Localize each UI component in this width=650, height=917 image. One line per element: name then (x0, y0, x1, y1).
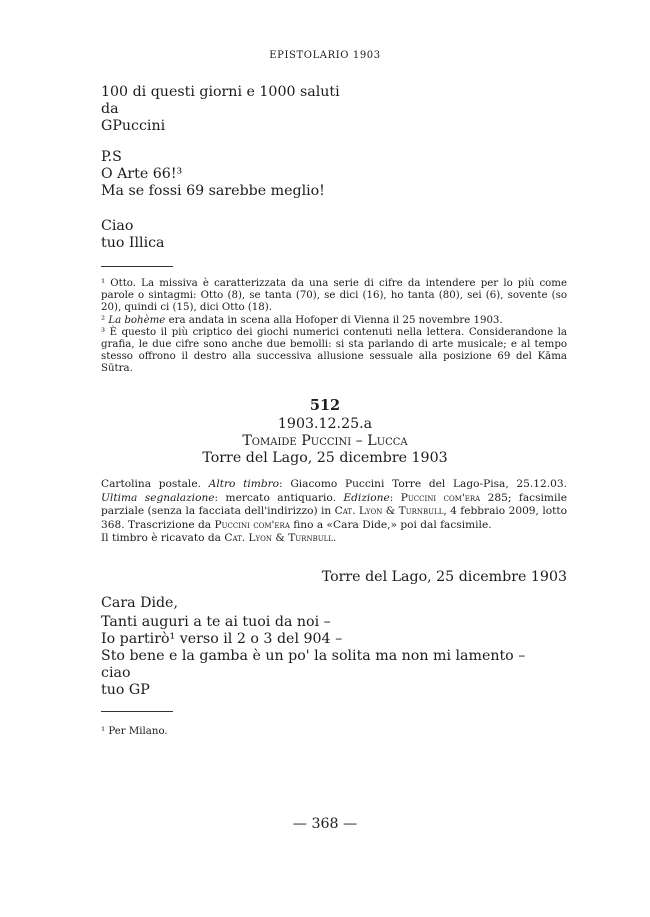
apparatus-text: Cartolina postale. (101, 478, 209, 490)
apparatus-label: Altro timbro (208, 478, 280, 490)
body-line: ciao (101, 665, 131, 681)
letter-place-date: Torre del Lago, 25 dicembre 1903 (202, 450, 448, 466)
salutation: Cara Dide, (101, 595, 178, 611)
apparatus-text: : (389, 491, 401, 504)
body-line: Sto bene e la gamba è un po' la solita ma non mi lamento – (101, 648, 526, 664)
edition-reference: Puccini com'era (400, 491, 481, 504)
running-header: EPISTOLARIO 1903 (269, 50, 381, 61)
postscript-line: O Arte 66!³ (101, 166, 183, 182)
apparatus (101, 478, 567, 546)
previous-letter-closing (101, 84, 340, 135)
body-line: tuo GP (101, 682, 150, 698)
postscript-line: Ma se fossi 69 sarebbe meglio! (101, 183, 325, 199)
catalogue-reference: Cat. Lyon & Turnbull (334, 505, 444, 517)
footnote-2-title: La bohème (108, 314, 166, 326)
apparatus-text: 285; facsimile parziale (senza la facciata dell'indirizzo) in (101, 491, 567, 517)
catalogue-reference: Cat. Lyon & Turnbull (224, 532, 333, 544)
page-number: — 368 — (292, 816, 358, 832)
letter-footnote: ¹ Per Milano. (101, 726, 168, 737)
body-line: Tanti auguri a te ai tuoi da noi – (101, 614, 331, 630)
footnote-3: ³ È questo il più criptico dei giochi numerici contenuti nella lettera. Considerandone la grafia, le due cifre sono anche due bemolli: si sta parlando di arte musicale; e al tempo stesso offrono il destro alla successiva allusione sessuale alla posizione 69 del Kāma Sūtra. (101, 326, 567, 375)
closing-line: GPuccini (101, 118, 166, 134)
edition-reference: Puccini com'era (214, 518, 290, 531)
footnote-separator (101, 266, 173, 267)
apparatus-label: Edizione (343, 491, 390, 504)
footnote-2 (101, 315, 567, 327)
letter-dateline: Torre del Lago, 25 dicembre 1903 (321, 569, 567, 585)
postscript (101, 149, 325, 200)
apparatus-description (101, 478, 567, 532)
footnote-1: ¹ Otto. La missiva è caratterizzata da una serie di cifre da intendere per lo più come parole o sintagmi: Otto (8), se tanta (70), se dici (16), ho tanta (80), sei (6), sovente (so 20), quindi ci (15), dici Otto (18). (101, 278, 567, 314)
letter-id: 1903.12.25.a (277, 416, 373, 432)
previous-footnotes (101, 278, 567, 376)
previous-signoff (101, 218, 165, 252)
letter-body (101, 614, 525, 699)
apparatus-label: Ultima segnalazione (101, 491, 215, 504)
closing-line: 100 di questi giorni e 1000 saluti (101, 84, 340, 100)
body-line: Io partirò¹ verso il 2 o 3 del 904 – (101, 631, 343, 647)
footnote-separator (101, 711, 173, 712)
apparatus-text: , 4 febbraio 2009, lotto 368. Trascrizione da (101, 505, 567, 531)
apparatus-text: . (332, 532, 337, 544)
signoff-line: tuo Illica (101, 235, 165, 251)
footnote-2-text: era andata in scena alla Hofoper di Vienna il 25 novembre 1903. (165, 314, 503, 326)
apparatus-text: : Giacomo Puccini Torre del Lago-Pisa, 25.12.03. (279, 478, 567, 490)
footnote-2-number: ² (101, 314, 109, 326)
closing-line: da (101, 101, 119, 117)
letter-recipient: Tomaide Puccini – Lucca (242, 433, 408, 449)
signoff-line: Ciao (101, 218, 134, 234)
apparatus-stamp-note (101, 532, 567, 546)
postscript-line: P.S (101, 149, 122, 165)
letter-number: 512 (309, 397, 341, 414)
apparatus-text: Il timbro è ricavato da (101, 532, 225, 544)
apparatus-text: fino a «Cara Dide,» poi dal facsimile. (289, 518, 492, 531)
apparatus-text: : mercato antiquario. (214, 491, 344, 504)
